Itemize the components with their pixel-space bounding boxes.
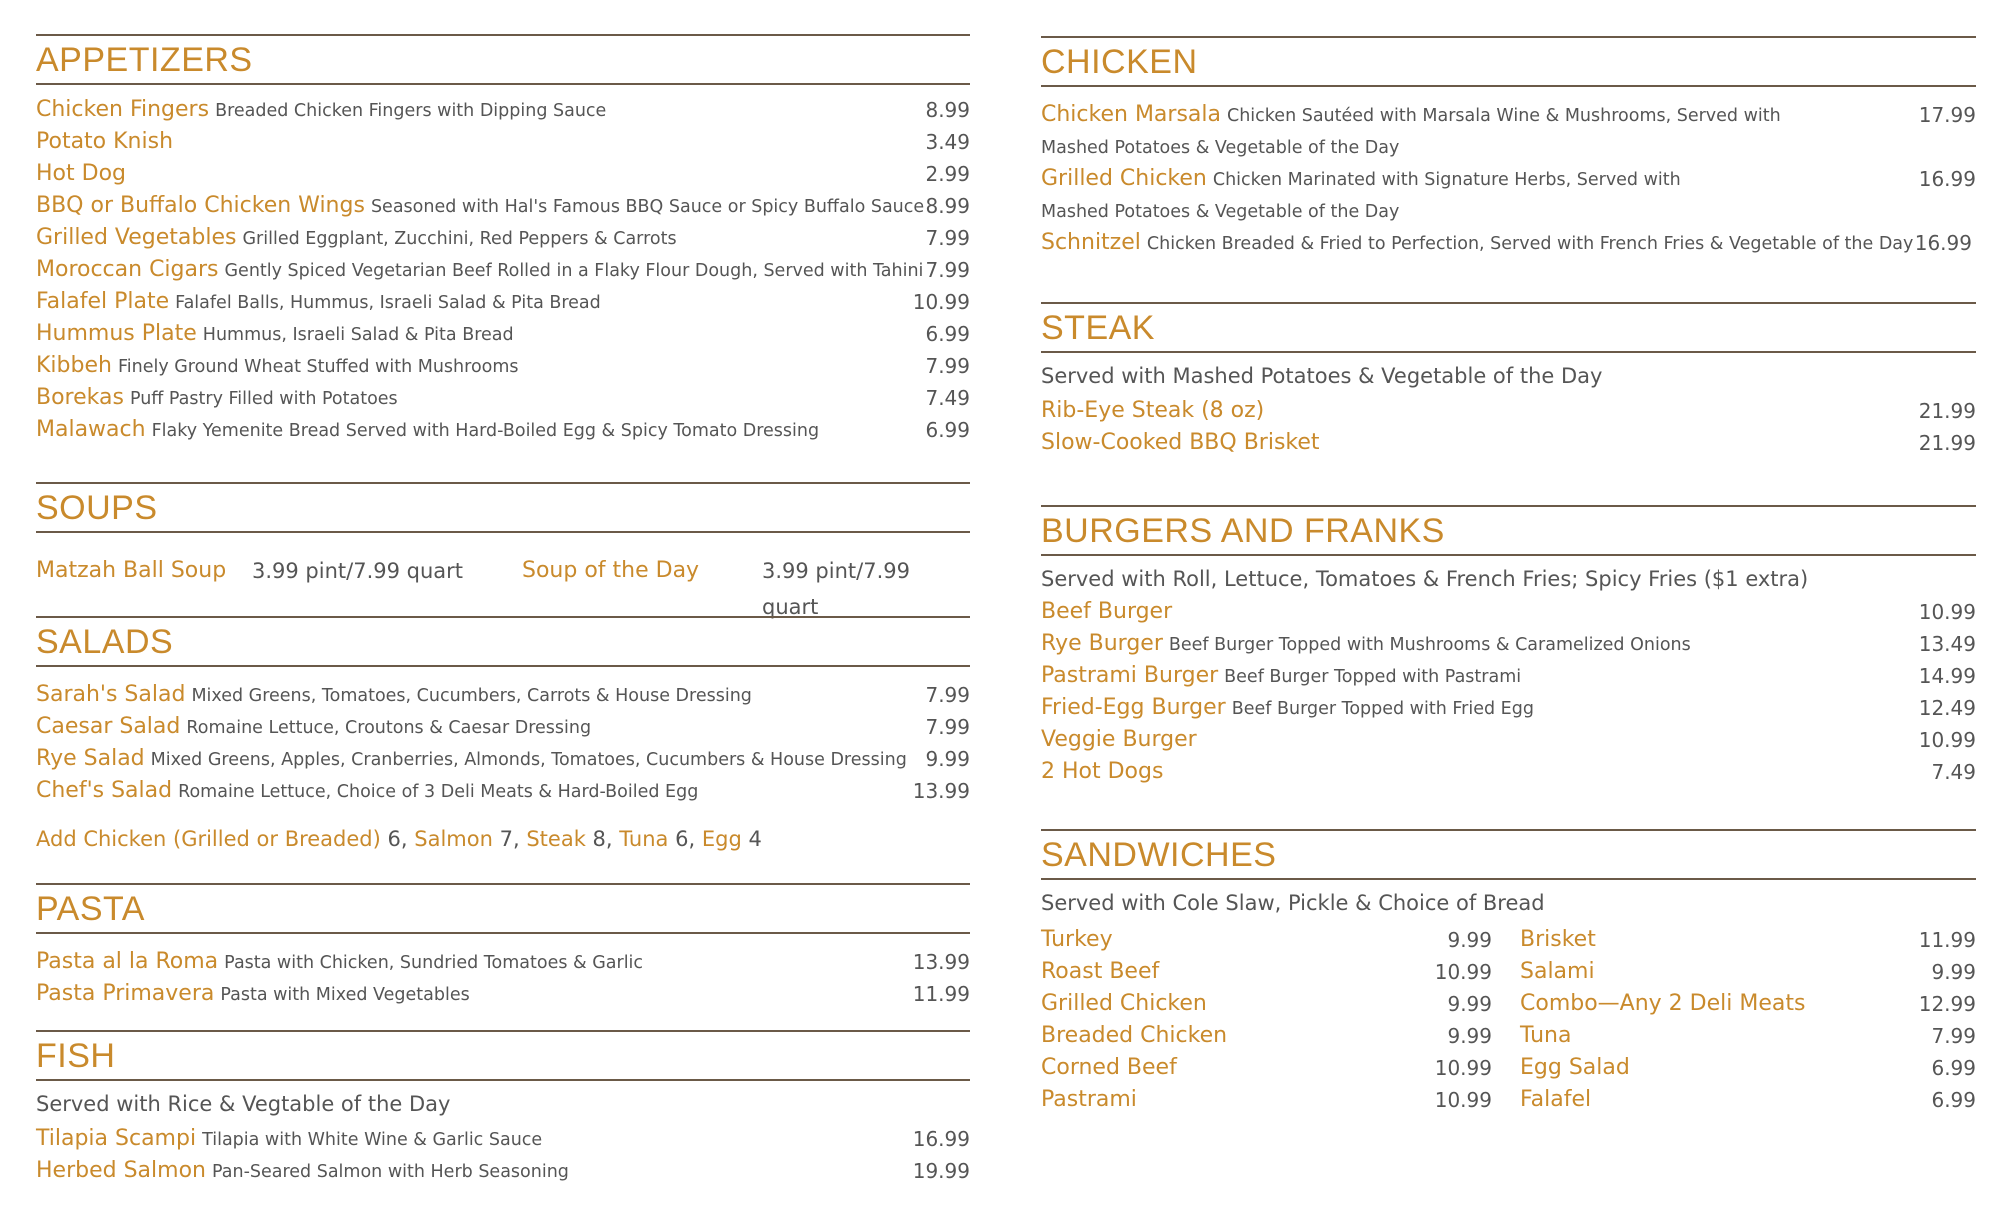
chicken-list [1041, 99, 1976, 259]
item-name: Kibbeh [36, 353, 112, 378]
item-description: Flaky Yemenite Bread Served with Hard-Boiled Egg & Spicy Tomato Dressing [151, 421, 820, 441]
menu-item [1520, 988, 1976, 1020]
section-chicken [1041, 36, 1976, 259]
item-name: Pastrami Burger [1041, 663, 1219, 688]
menu-item [1041, 988, 1492, 1020]
item-name: Hot Dog [36, 161, 126, 186]
item-name: Pastrami [1041, 1087, 1137, 1112]
item-name: Brisket [1520, 927, 1596, 952]
section-header [1041, 36, 1976, 87]
menu-item [1041, 692, 1976, 724]
addon-price: 8 [592, 827, 606, 851]
menu-item [1041, 924, 1492, 956]
section-header [36, 1030, 970, 1081]
item-price: 9.99 [1931, 960, 1976, 984]
section-header [36, 616, 970, 667]
menu-item [1520, 1020, 1976, 1052]
item-price: 11.99 [1918, 928, 1976, 952]
item-price: 16.99 [912, 1127, 970, 1151]
item-price: 17.99 [1918, 103, 1976, 127]
item-description: Finely Ground Wheat Stuffed with Mushrooms [117, 357, 519, 377]
fish-list [36, 1123, 970, 1187]
menu-item [1041, 1052, 1492, 1084]
item-price: 8.99 [925, 194, 970, 218]
addon-name: Egg [701, 827, 742, 851]
menu-item [1041, 956, 1492, 988]
item-price: 13.49 [1918, 632, 1976, 656]
section-header [36, 883, 970, 934]
item-description: Gently Spiced Vegetarian Beef Rolled in a Flaky Flour Dough, Served with Tahini [224, 261, 924, 281]
section-pasta [36, 883, 970, 1010]
item-description-continued: Mashed Potatoes & Vegetable of the Day [1041, 138, 1400, 158]
item-price: 14.99 [1918, 664, 1976, 688]
section-title: SALADS [36, 623, 174, 661]
item-price: 12.99 [1918, 992, 1976, 1016]
item-price: 7.99 [925, 258, 970, 282]
item-description: Hummus, Israeli Salad & Pita Bread [202, 325, 514, 345]
item-price: 6.99 [1931, 1088, 1976, 1112]
item-price: 16.99 [1914, 231, 1972, 255]
item-name: 2 Hot Dogs [1041, 759, 1164, 784]
item-price: 8.99 [925, 98, 970, 122]
section-salads [36, 616, 970, 855]
pasta-list [36, 946, 970, 1010]
menu-item [1041, 596, 1976, 628]
menu-item [36, 414, 970, 446]
item-price: 10.99 [1918, 728, 1976, 752]
menu-item [1041, 756, 1976, 788]
burgers-list [1041, 596, 1976, 788]
salads-list [36, 679, 970, 807]
item-price: 13.99 [912, 950, 970, 974]
item-name: Caesar Salad [36, 714, 181, 739]
addon-name: Steak [526, 827, 586, 851]
item-description: Breaded Chicken Fingers with Dipping Sauce [215, 101, 607, 121]
menu-item [36, 350, 970, 382]
menu-item [1041, 628, 1976, 660]
menu-item [36, 222, 970, 254]
item-name: Fried-Egg Burger [1041, 695, 1226, 720]
item-price: 10.99 [1434, 960, 1492, 984]
item-price: 12.49 [1918, 696, 1976, 720]
item-description: Mixed Greens, Tomatoes, Cucumbers, Carrots & House Dressing [191, 686, 752, 706]
item-price: 21.99 [1918, 399, 1976, 423]
item-price: 10.99 [1434, 1088, 1492, 1112]
item-price: 11.99 [912, 982, 970, 1006]
menu-item [1041, 1084, 1492, 1116]
item-price: 7.99 [925, 226, 970, 250]
item-price: 3.99 pint/7.99 quart [252, 559, 464, 583]
item-name: Tilapia Scampi [36, 1126, 197, 1151]
item-description: Romaine Lettuce, Croutons & Caesar Dressing [186, 718, 592, 738]
item-price: 9.99 [1447, 1024, 1492, 1048]
item-price: 3.99 pint/7.99 quart [762, 559, 910, 619]
addon-price: 7 [499, 827, 513, 851]
menu-item [36, 711, 970, 743]
item-price: 19.99 [912, 1159, 970, 1183]
menu-item [1041, 660, 1976, 692]
addon-price: 4 [748, 827, 762, 851]
item-name: Chicken Marsala [1041, 102, 1221, 127]
menu-item [36, 946, 970, 978]
menu-item [36, 382, 970, 414]
item-name: Grilled Chicken [1041, 166, 1207, 191]
item-name: Malawach [36, 417, 146, 442]
menu-item [1041, 1020, 1492, 1052]
item-name: Breaded Chicken [1041, 1023, 1228, 1048]
item-name: Pasta al la Roma [36, 949, 219, 974]
menu-item [36, 978, 970, 1010]
item-description: Beef Burger Topped with Mushrooms & Caramelized Onions [1168, 635, 1691, 655]
item-name: Potato Knish [36, 129, 174, 154]
menu-item [36, 254, 970, 286]
menu-item [1520, 956, 1976, 988]
item-price: 7.99 [925, 683, 970, 707]
item-name: Sarah's Salad [36, 682, 186, 707]
item-price: 9.99 [925, 747, 970, 771]
item-price: 2.99 [925, 162, 970, 186]
section-appetizers [36, 34, 970, 446]
sandwiches-left-list [1041, 924, 1492, 1116]
menu-item [1041, 724, 1976, 756]
menu-item [36, 743, 970, 775]
section-steak [1041, 302, 1976, 459]
addon-price: 6 [675, 827, 689, 851]
section-title: FISH [36, 1037, 116, 1075]
item-name: Turkey [1041, 927, 1113, 952]
item-price: 7.49 [1931, 760, 1976, 784]
section-sandwiches [1041, 829, 1976, 1112]
section-header [1041, 829, 1976, 880]
menu-item [1041, 99, 1976, 163]
item-price: 10.99 [912, 290, 970, 314]
menu-item [1520, 1084, 1976, 1116]
section-soups [36, 482, 970, 619]
item-name: Roast Beef [1041, 959, 1160, 984]
menu-item [36, 1123, 970, 1155]
item-description: Grilled Eggplant, Zucchini, Red Peppers & Carrots [242, 229, 677, 249]
section-note: Served with Cole Slaw, Pickle & Choice of Bread [1041, 891, 1545, 915]
item-name: Moroccan Cigars [36, 257, 219, 282]
item-price: 7.99 [1931, 1024, 1976, 1048]
item-name: Chicken Fingers [36, 97, 210, 122]
item-name: Pasta Primavera [36, 981, 215, 1006]
item-name: Rye Salad [36, 746, 145, 771]
item-description-continued: Mashed Potatoes & Vegetable of the Day [1041, 202, 1400, 222]
menu-item [1041, 227, 1976, 259]
item-price: 13.99 [912, 779, 970, 803]
menu-item [36, 1155, 970, 1187]
item-description: Pasta with Chicken, Sundried Tomatoes & Garlic [224, 953, 644, 973]
item-name: Egg Salad [1520, 1055, 1630, 1080]
section-title: STEAK [1041, 309, 1155, 347]
item-price: 7.99 [925, 354, 970, 378]
menu-item [36, 679, 970, 711]
item-description: Beef Burger Topped with Fried Egg [1231, 699, 1534, 719]
section-title: APPETIZERS [36, 41, 253, 79]
item-name: Corned Beef [1041, 1055, 1177, 1080]
item-name: Soup of the Day [522, 558, 700, 583]
section-header [36, 482, 970, 533]
item-description: Tilapia with White Wine & Garlic Sauce [202, 1130, 543, 1150]
section-title: SOUPS [36, 489, 158, 527]
menu-item [1520, 924, 1976, 956]
item-description: Pasta with Mixed Vegetables [220, 985, 470, 1005]
menu-item [1520, 1052, 1976, 1084]
item-description: Chicken Marinated with Signature Herbs, Served with [1212, 170, 1681, 190]
item-name: Schnitzel [1041, 230, 1141, 255]
item-name: Rib-Eye Steak (8 oz) [1041, 398, 1265, 423]
item-price: 9.99 [1447, 992, 1492, 1016]
sandwiches-right-list [1520, 924, 1976, 1116]
item-description: Pan-Seared Salmon with Herb Seasoning [211, 1162, 569, 1182]
menu-item [36, 94, 970, 126]
item-name: Salami [1520, 959, 1595, 984]
item-name: Falafel Plate [36, 289, 170, 314]
section-title: PASTA [36, 890, 145, 928]
section-note: Served with Mashed Potatoes & Vegetable of the Day [1041, 364, 1603, 388]
item-price: 6.99 [1931, 1056, 1976, 1080]
section-note: Served with Roll, Lettuce, Tomatoes & French Fries; Spicy Fries ($1 extra) [1041, 567, 1809, 591]
item-description: Chicken Breaded & Fried to Perfection, Served with French Fries & Vegetable of the Day [1146, 234, 1914, 254]
section-title: BURGERS AND FRANKS [1041, 512, 1445, 550]
item-name: Slow-Cooked BBQ Brisket [1041, 430, 1320, 455]
item-price: 6.99 [925, 322, 970, 346]
item-name: Falafel [1520, 1087, 1592, 1112]
item-price: 7.99 [925, 715, 970, 739]
salad-addons: Add Chicken (Grilled or Breaded) 6, Salmon 7, Steak 8, Tuna 6, Egg 4 [36, 827, 762, 851]
item-description: Chicken Sautéed with Marsala Wine & Mushrooms, Served with [1227, 106, 1781, 126]
menu-item [36, 126, 970, 158]
item-price: 10.99 [1434, 1056, 1492, 1080]
item-name: Grilled Chicken [1041, 991, 1207, 1016]
menu-item [36, 286, 970, 318]
item-name: Combo—Any 2 Deli Meats [1520, 991, 1806, 1016]
item-name: Borekas [36, 385, 124, 410]
item-description: Puff Pastry Filled with Potatoes [129, 389, 398, 409]
item-price: 10.99 [1918, 600, 1976, 624]
section-title: CHICKEN [1041, 43, 1198, 81]
item-name: BBQ or Buffalo Chicken Wings [36, 193, 365, 218]
addon-name: Salmon [414, 827, 493, 851]
item-name: Beef Burger [1041, 599, 1173, 624]
item-name: Chef's Salad [36, 778, 173, 803]
section-header [1041, 505, 1976, 556]
section-note: Served with Rice & Vegtable of the Day [36, 1092, 451, 1116]
menu-item [36, 318, 970, 350]
item-name: Herbed Salmon [36, 1158, 206, 1183]
section-header [1041, 302, 1976, 353]
menu-item [36, 775, 970, 807]
item-name: Hummus Plate [36, 321, 197, 346]
item-description: Beef Burger Topped with Pastrami [1224, 667, 1522, 687]
item-price: 3.49 [925, 130, 970, 154]
item-price: 9.99 [1447, 928, 1492, 952]
item-price: 21.99 [1918, 431, 1976, 455]
addon-name: Add Chicken (Grilled or Breaded) [36, 827, 381, 851]
addon-name: Tuna [619, 827, 669, 851]
steak-list [1041, 395, 1976, 459]
item-price: 7.49 [925, 386, 970, 410]
item-description: Romaine Lettuce, Choice of 3 Deli Meats & Hard-Boiled Egg [178, 782, 699, 802]
addon-price: 6 [387, 827, 401, 851]
section-title: SANDWICHES [1041, 836, 1277, 874]
menu-item [1041, 427, 1976, 459]
item-description: Falafel Balls, Hummus, Israeli Salad & Pita Bread [175, 293, 601, 313]
item-name: Tuna [1520, 1023, 1572, 1048]
menu-item [1041, 395, 1976, 427]
menu-item [36, 190, 970, 222]
appetizers-list [36, 94, 970, 446]
section-burgers [1041, 505, 1976, 788]
item-price: 16.99 [1918, 167, 1976, 191]
item-description: Seasoned with Hal's Famous BBQ Sauce or Spicy Buffalo Sauce [370, 197, 925, 217]
item-name: Matzah Ball Soup [36, 558, 227, 583]
section-header [36, 34, 970, 85]
menu-item [36, 158, 970, 190]
section-fish [36, 1030, 970, 1187]
item-price: 6.99 [925, 418, 970, 442]
soups-list [36, 553, 970, 619]
item-description: Mixed Greens, Apples, Cranberries, Almonds, Tomatoes, Cucumbers & House Dressing [150, 750, 907, 770]
item-name: Grilled Vegetables [36, 225, 237, 250]
item-name: Rye Burger [1041, 631, 1163, 656]
item-name: Veggie Burger [1041, 727, 1197, 752]
menu-item [1041, 163, 1976, 227]
